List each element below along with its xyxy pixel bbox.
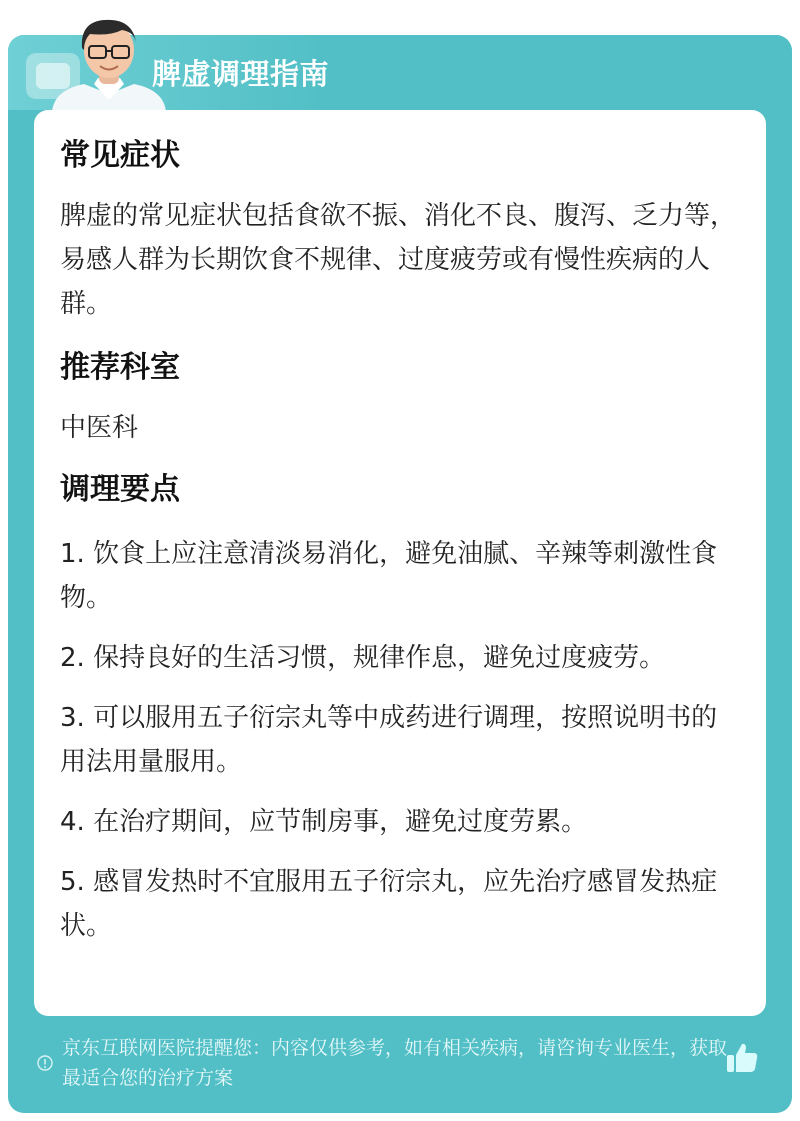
list-item: 4. 在治疗期间，应节制房事，避免过度劳累。 — [60, 807, 588, 837]
section-text: 中医科 — [60, 413, 139, 443]
page-title: 脾虚调理指南 — [152, 57, 330, 91]
section-heading: 常见症状 — [60, 138, 180, 173]
list-item: 2. 保持良好的生活习惯，规律作息，避免过度疲劳。 — [60, 643, 666, 673]
section-care-points — [60, 470, 740, 948]
list-item: 5. 感冒发热时不宜服用五子衍宗丸，应先治疗感冒发热症状。 — [60, 867, 718, 941]
info-icon — [37, 1055, 53, 1071]
list-item: 3. 可以服用五子衍宗丸等中成药进行调理，按照说明书的用法用量服用。 — [60, 703, 718, 777]
section-heading: 推荐科室 — [60, 350, 180, 385]
section-department — [60, 348, 740, 450]
section-text: 脾虚的常见症状包括食欲不振、消化不良、腹泻、乏力等，易感人群为长期饮食不规律、过度疲劳或有慢性疾病的人群。 — [60, 201, 737, 319]
section-symptoms — [60, 136, 740, 326]
section-heading: 调理要点 — [60, 472, 180, 507]
thumbs-up-icon[interactable] — [724, 1040, 760, 1076]
content-card — [34, 110, 766, 1016]
list-item: 1. 饮食上应注意清淡易消化，避免油腻、辛辣等刺激性食物。 — [60, 539, 718, 613]
disclaimer-text: 京东互联网医院提醒您：内容仅供参考，如有相关疾病，请咨询专业医生，获取最适合您的治疗方案 — [62, 1037, 728, 1089]
